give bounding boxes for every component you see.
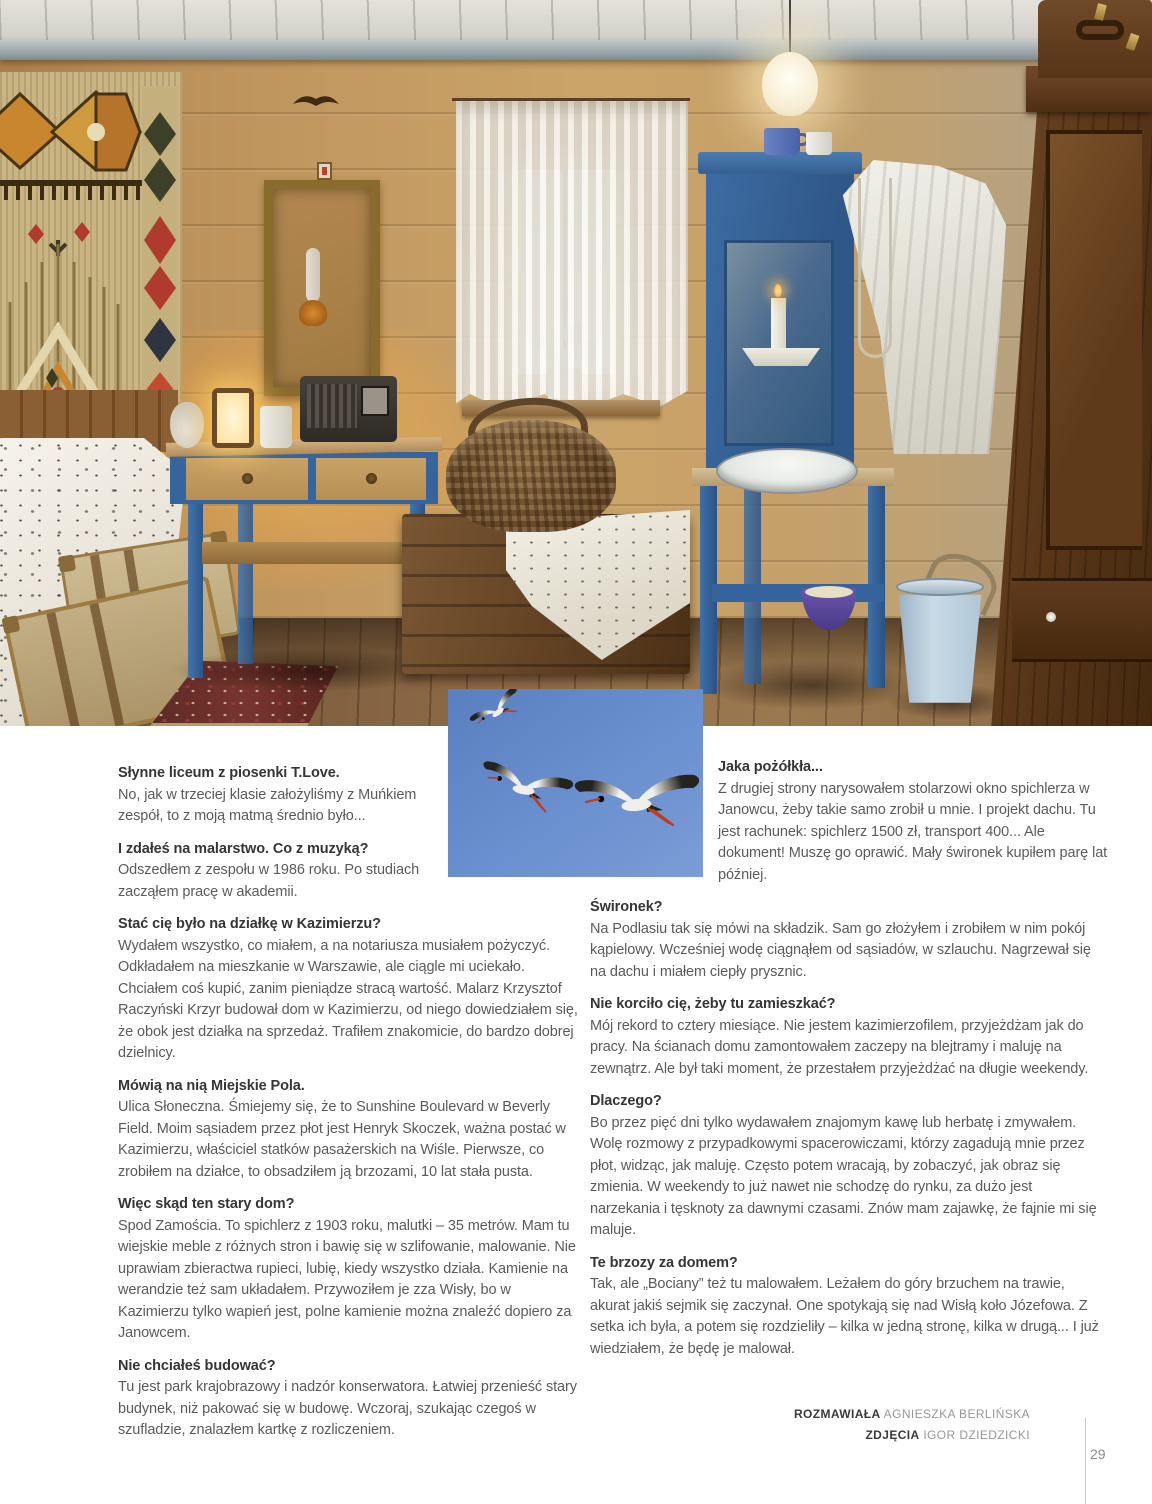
question-heading: Więc skąd ten stary dom? bbox=[118, 1196, 295, 1212]
credit-line bbox=[590, 1404, 1030, 1425]
table-lamp bbox=[212, 388, 254, 448]
qa-block bbox=[590, 1091, 1106, 1242]
question-heading: Stać cię było na działkę w Kazimierzu? bbox=[118, 916, 381, 932]
left-column bbox=[118, 752, 583, 1442]
small-icon bbox=[317, 162, 332, 180]
enamel-mug-blue bbox=[764, 128, 800, 155]
question-heading: Świronek? bbox=[590, 899, 663, 915]
bird-figurine bbox=[292, 92, 340, 114]
wardrobe-knob bbox=[1046, 612, 1056, 622]
enamel-mug-white bbox=[806, 132, 832, 155]
qa-block bbox=[118, 1194, 583, 1345]
answer-text: Tu jest park krajobrazowy i nadzór konserwatora. Łatwiej przenieść stary budynek, niż pakować się w budowę. Wczoraj, szukając czegoś w szufladzie, znalazłem kartkę z rozliczeniem. bbox=[118, 1379, 577, 1438]
drawer-knob bbox=[242, 473, 253, 484]
qa-block bbox=[118, 914, 583, 1065]
qa-block bbox=[118, 763, 446, 828]
answer-text: No, jak w trzeciej klasie założyliśmy z Muńkiem zespół, to z moją matmą średnio było... bbox=[118, 786, 417, 824]
candle-flame bbox=[774, 284, 782, 297]
qa-block bbox=[590, 1253, 1106, 1361]
table-lower-shelf bbox=[202, 542, 412, 564]
candle bbox=[771, 298, 786, 350]
coat-strap bbox=[858, 178, 892, 358]
answer-text: Spod Zamościa. To spichlerz z 1903 roku, malutki – 35 metrów. Mam tu wiejskie meble z różnych stron i bawię się w szlifowanie, malowanie. Nie uprawiam zbieractwa rupieci, lubię, kiedy wszystko działa. Kamienie na werandzie też sam układałem. Przywoziłem je zza Wisły, bo w Kazimierzu tylko wapień jest, polne kamienie można znaleźć dopiero za Janowcem. bbox=[118, 1217, 576, 1341]
oil-lamp-font bbox=[299, 300, 327, 326]
wardrobe-drawer bbox=[1012, 578, 1152, 662]
question-heading: Nie chciałeś budować? bbox=[118, 1357, 276, 1374]
table-leg bbox=[188, 500, 203, 678]
pendant-lamp bbox=[762, 52, 818, 116]
washstand-lower-shelf bbox=[712, 584, 884, 602]
question-heading: Jaka pożółkła... bbox=[718, 759, 823, 775]
ceramic-lamp-base bbox=[170, 402, 204, 448]
lamp-cord bbox=[789, 0, 791, 58]
answer-text: Z drugiej strony narysowałem stolarzowi okno spichlerza w Janowcu, żeby takie samo zrobił u mnie. I projekt dachu. Tu jest rachunek: spichlerz 1500 zł, transport 400... Ale dokument! Muszę go oprawić. Mały świronek kupiłem parę lat później. bbox=[718, 780, 1108, 883]
question-heading: Mówią na nią Miejskie Pola. bbox=[118, 1077, 305, 1094]
question-heading: Nie korciło cię, żeby tu zamieszkać? bbox=[590, 996, 836, 1012]
credit-name: IGOR DZIEDZICKI bbox=[919, 1428, 1030, 1442]
answer-text: Wydałem wszystko, co miałem, a na notariusza musiałem pożyczyć. Odkładałem na mieszkanie w Warszawie, ale ciągle mi uciekało. Chciałem coś kupić, zanim pieniądze stracą wartość. Malarz Krzysztof Raczyński Krzyr budował dom w Kazimierzu, od niego dowiedziałem się, że obok jest działka na sprzedaż. Trafiłem znakomicie, do bardzo dobrej dzielnicy. bbox=[118, 937, 578, 1061]
kilim-tapestry bbox=[0, 72, 182, 402]
page-rule bbox=[1085, 1418, 1086, 1504]
answer-text: Odszedłem z zespołu w 1986 roku. Po studiach zacząłem pracę w akademii. bbox=[118, 862, 420, 900]
wicker-basket bbox=[446, 420, 616, 532]
qa-block bbox=[590, 994, 1106, 1080]
wash-basin bbox=[716, 448, 858, 494]
answer-text: Na Podlasiu tak się mówi na składzik. Sam go złożyłem i zrobiłem w nim pokój kąpielowy. Wcześniej wodę ciągnąłem od sąsiadów, w szlauchu. Nagrzewał się na dachu i miałem ciepły prysznic. bbox=[590, 920, 1091, 980]
qa-block bbox=[118, 1356, 583, 1442]
answer-text: Bo przez pięć dni tylko wydawałem znajomym kawę lub herbatę i zmywałem. Wolę rozmowy z przypadkowymi spacerowiczami, którzy zagadują mnie przez płot, widząc, jak maluję. Często potem wracają, by zobaczyć, jak obraz się zmienia. W weekendy to już nawet nie schodzę do rynku, za dużo jest narzekania i tęsknoty za dawnymi czasami. Znów mam zajawkę, że fajnie mi się maluje. bbox=[590, 1114, 1097, 1238]
trunk-handle bbox=[1076, 20, 1124, 40]
ceiling-beam bbox=[0, 40, 1152, 60]
credit-name: AGNIESZKA BERLIŃSKA bbox=[880, 1407, 1030, 1421]
credits bbox=[590, 1404, 1030, 1446]
curtain-rod bbox=[452, 98, 690, 101]
picture-frame bbox=[264, 180, 380, 396]
question-heading: Dlaczego? bbox=[590, 1093, 662, 1109]
main-photo bbox=[0, 0, 1152, 726]
oil-lamp-sconce-icon bbox=[306, 248, 320, 302]
answer-text: Tak, ale „Bociany” też tu malowałem. Leżałem do góry brzuchem na trawie, akurat jakiś sejmik się zaczynał. One spotykają się nad Wisłą koło Józefowa. Z setka ich była, a potem się rozdzieliły – kilka w jedną stronę, kilka w drugą... I już wiedziałem, że będę je malował. bbox=[590, 1276, 1099, 1357]
question-heading: Te brzozy za domem? bbox=[590, 1254, 738, 1271]
white-jug bbox=[260, 406, 292, 448]
credit-label: ROZMAWIAŁA bbox=[793, 1407, 881, 1421]
credit-label: ZDJĘCIA bbox=[865, 1428, 920, 1442]
wardrobe-door bbox=[1046, 130, 1142, 550]
drawer-knob bbox=[366, 473, 377, 484]
corner-shelf bbox=[742, 348, 820, 366]
qa-block bbox=[718, 757, 1114, 886]
washstand-cornice bbox=[698, 152, 862, 174]
answer-text: Mój rekord to cztery miesiące. Nie jestem kazimierzofilem, przyjeżdżam jak do pracy. Na ścianach domu zamontowałem zaczepy na blejtramy i maluję na zewnątrz. Ale był taki moment, że przestałem przyjeżdżać na długie weekendy. bbox=[590, 1017, 1089, 1077]
lace-curtain bbox=[456, 100, 688, 416]
qa-block bbox=[118, 839, 446, 904]
ceiling bbox=[0, 0, 1152, 44]
vintage-radio bbox=[300, 376, 397, 442]
credit-line bbox=[590, 1425, 1030, 1446]
question-heading: Słynne liceum z piosenki T.Love. bbox=[118, 765, 340, 781]
qa-block bbox=[590, 897, 1106, 983]
answer-text: Ulica Słoneczna. Śmiejemy się, że to Sunshine Boulevard w Beverly Field. Moim sąsiadem przez płot jest Henryk Skoczek, ważna postać w Kazimierzu, właściciel statków pasażerskich na Wiśle. Pierwsze, co zrobiłem na działce, to obsadziłem ją brzozami, 10 lat stała pusta. bbox=[118, 1099, 566, 1180]
page-number: 29 bbox=[1090, 1446, 1106, 1462]
qa-block bbox=[118, 1076, 583, 1184]
bucket-rim bbox=[896, 578, 984, 596]
question-heading: I zdałeś na malarstwo. Co z muzyką? bbox=[118, 840, 369, 857]
right-column bbox=[590, 746, 1106, 1360]
table-leg bbox=[238, 500, 253, 664]
